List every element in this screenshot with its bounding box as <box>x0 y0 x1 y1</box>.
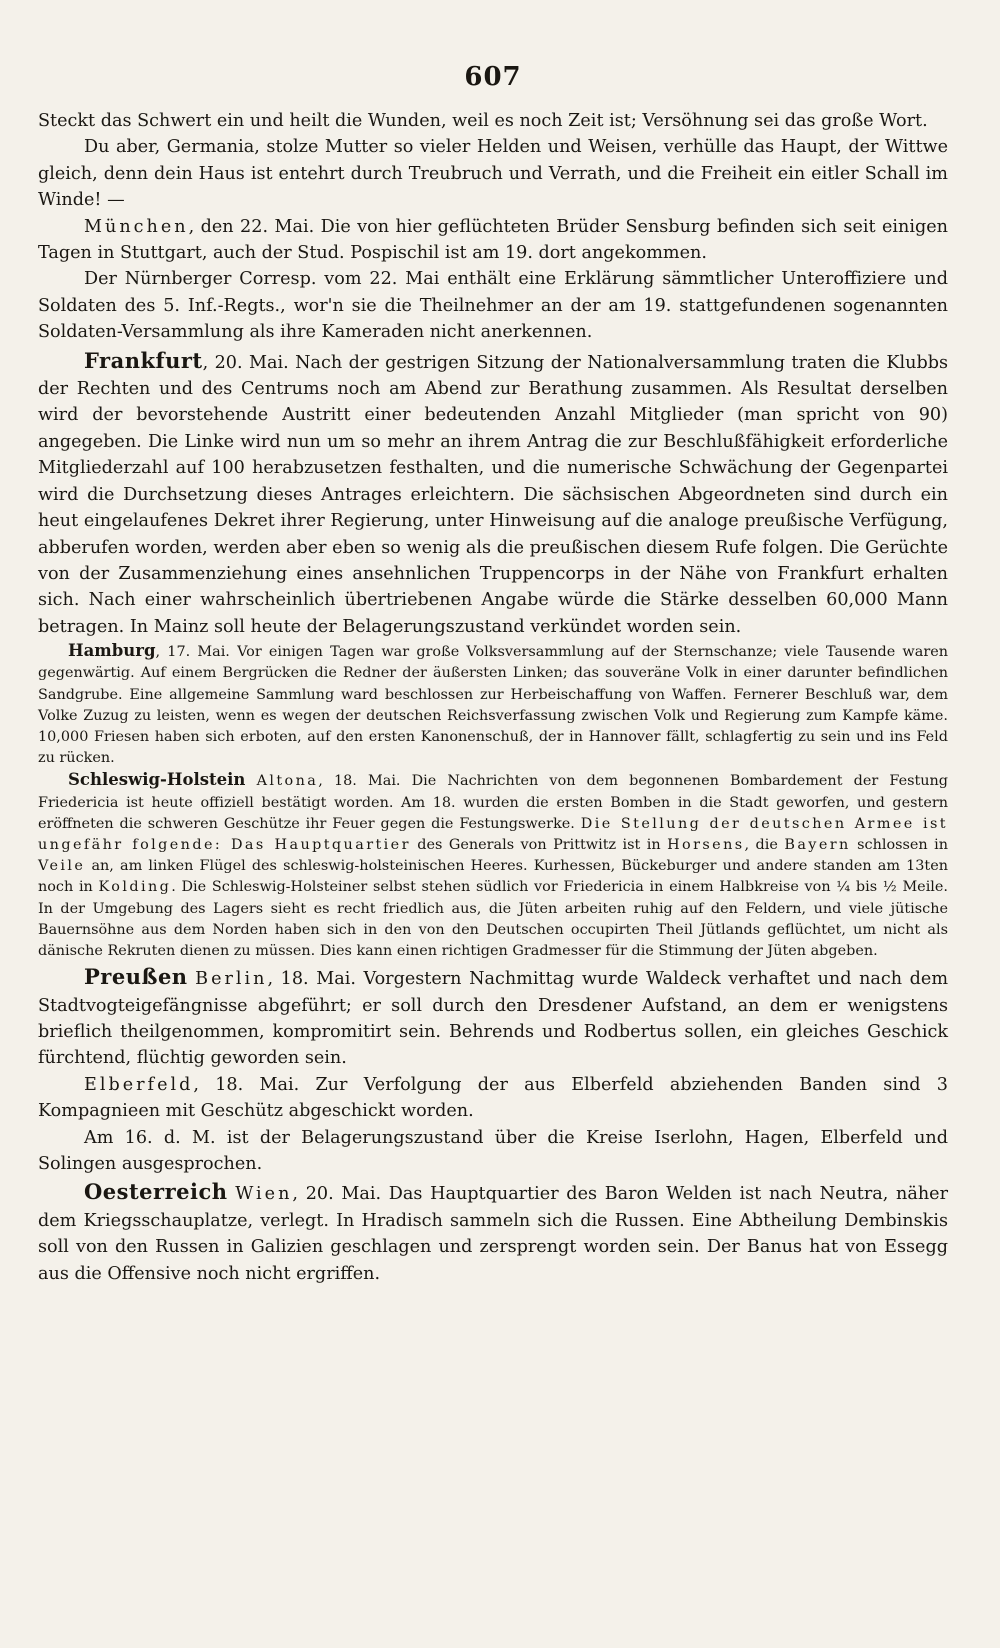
elberfeld-text: , 18. Mai. Zur Verfolgung der aus Elberfeld abziehenden Banden sind 3 Kompagnieen mit Geschütz abgeschickt worden. <box>38 1074 948 1122</box>
section-preussen <box>38 964 948 1072</box>
section-frankfurt <box>38 348 948 640</box>
place-kolding: Kolding <box>98 879 172 896</box>
sh-text-5: an, am linken Flügel des schleswig-holsteinischen Heeres. Kurhessen, Bückeburger und andere standen am 13ten noch in <box>38 858 948 896</box>
heading-oesterreich: Oesterreich <box>84 1179 228 1205</box>
heading-schleswig-holstein: Schleswig-Holstein <box>68 770 246 790</box>
dateline-wien: Wien <box>235 1184 293 1205</box>
sh-text-2: des Generals von Prittwitz ist in <box>410 836 668 853</box>
frankfurt-text: , 20. Mai. Nach der gestrigen Sitzung der Nationalversammlung traten die Klubbs der Rechten und des Centrums noch am Abend zur Berathung zusammen. Als Resultat derselben wird der bevorstehende Austritt einer bedeutenden Anzahl Mitglieder (man spricht von 90) angegeben. Die Linke wird nun um so mehr an ihrem Antrag die zur Beschlußfähigkeit erforderliche Mitgliederzahl auf 100 herabzusetzen festhalten, und die numerische Schwächung der Gegenpartei wird die Durchsetzung dieses Antrages erleichtern. Die sächsischen Abgeordneten sind durch ein heut eingelaufenes Dekret ihrer Regierung, unter Hinweisung auf die analoge preußische Verfügung, abberufen worden, werden aber eben so wenig als die preußischen diesem Rufe folgen. Die Gerüchte von der Zusammenziehung eines ansehnlichen Truppencorps in der Nähe von Frankfurt erhalten sich. Nach einer wahrscheinlich übertriebenen Angabe würde die Stärke desselben 60,000 Mann betragen. In Mainz soll heute der Belagerungszustand verkündet worden sein. <box>38 352 948 637</box>
dateline-elberfeld: Elberfeld <box>84 1074 194 1095</box>
paragraph-elberfeld <box>38 1072 948 1125</box>
paragraph-muenchen <box>38 214 948 267</box>
dateline-altona: Altona <box>256 773 319 790</box>
sh-text-3: , die <box>744 836 785 853</box>
sh-spaced-2: Das Hauptquartier <box>222 836 411 853</box>
dateline-muenchen: München <box>84 216 189 237</box>
preussen-text: , 18. Mai. Vorgestern Nachmittag wurde Waldeck verhaftet und nach dem Stadtvogteigefängnisse abgeführt; er soll durch den Dresdener Aufstand, an dem er wenigstens brieflich theilgenommen, kompromitirt sein. Behrends und Rodbertus sollen, ein gleiches Geschick fürchtend, flüchtig geworden sein. <box>38 969 949 1069</box>
heading-preussen: Preußen <box>84 964 188 990</box>
heading-hamburg: Hamburg <box>68 641 156 661</box>
dateline-berlin: Berlin <box>195 969 268 990</box>
heading-frankfurt: Frankfurt <box>84 347 203 373</box>
place-horsens: Horsens <box>667 836 745 853</box>
paragraph-nuernberg: Der Nürnberger Corresp. vom 22. Mai enthält eine Erklärung sämmtlicher Unteroffiziere und Soldaten des 5. Inf.-Regts., wor'n sie die Theilnehmer an der am 19. stattgefundenen sogenannten Soldaten-Versammlung als ihre Kameraden nicht anerkennen. <box>38 269 948 343</box>
muenchen-text: , den 22. Mai. Die von hier geflüchteten Brüder Sensburg befinden sich seit einigen Tagen in Stuttgart, auch der Stud. Pospischil ist am 19. dort angekommen. <box>38 216 948 264</box>
section-hamburg <box>38 640 948 769</box>
paragraph-versoehnung: Steckt das Schwert ein und heilt die Wunden, weil es noch Zeit ist; Versöhnung sei das große Wort. <box>38 111 928 131</box>
sh-text-1: , 18. Mai. Die Nachrichten von dem begonnenen Bombardement der Festung Friedericia ist heute offiziell bestätigt worden. Am 18. wurden die ersten Bomben in die Stadt geworfen, und gestern eröffneten die schweren Geschütze ihr Feuer gegen die Festungswerke. <box>38 773 948 832</box>
paragraph-belagerungszustand: Am 16. d. M. ist der Belagerungszustand über die Kreise Iserlohn, Hagen, Elberfeld und Solingen ausgesprochen. <box>38 1127 948 1175</box>
sh-text-6: . Die Schleswig-Holsteiner selbst stehen südlich vor Friedericia in einem Halbkreise von ¼ bis ½ Meile. In der Umgebung des Lagers sieht es recht friedlich aus, die Jüten arbeiten ruhig auf den Feldern, und viele jütische Bauernsöhne aus dem Norden haben sich in den von den Deutschen occupirten Theil Jütlands geflüchtet, um nicht als dänische Rekruten dienen zu müssen. Dies kann einen richtigen Gradmesser für die Stimmung der Jüten abgeben. <box>38 879 948 959</box>
sh-spaced-1: Die Stellung der deutschen Armee ist ungefähr folgende: <box>38 815 948 853</box>
oesterreich-text: , 20. Mai. Das Hauptquartier des Baron Welden ist nach Neutra, näher dem Kriegsschauplatze, verlegt. In Hradisch sammeln sich die Russen. Eine Abtheilung Dembinskis soll von den Russen in Galizien geschlagen und zersprengt worden sein. Der Banus hat von Essegg aus die Offensive noch nicht ergriffen. <box>38 1184 949 1284</box>
place-bayern: Bayern <box>784 836 851 853</box>
sh-text-4: schlossen in <box>850 836 949 853</box>
section-schleswig-holstein <box>38 769 948 962</box>
section-oesterreich <box>38 1179 948 1287</box>
place-veile: Veile <box>38 858 86 875</box>
page-number: 607 <box>464 62 522 92</box>
hamburg-text: , 17. Mai. Vor einigen Tagen war große Volksversammlung auf der Sternschanze; viele Tausende waren gegenwärtig. Auf einem Bergrücken die Redner der äußersten Linken; das souveräne Volk in einer darunter befindlichen Sandgrube. Eine allgemeine Sammlung ward beschlossen zur Herbeischaffung von Waffen. Fernerer Beschluß war, dem Volke Zuzug zu leisten, wenn es wegen der deutschen Reichsverfassung zwischen Volk und Regierung zum Kampfe käme. 10,000 Friesen haben sich erboten, auf den ersten Kanonenschuß, der in Hannover fällt, schlagfertig zu sein und ins Feld zu rücken. <box>38 644 948 767</box>
paragraph-germania: Du aber, Germania, stolze Mutter so vieler Helden und Weisen, verhülle das Haupt, der Wittwe gleich, denn dein Haus ist entehrt durch Treubruch und Verrath, und die Freiheit ein eitler Schall im Winde! — <box>38 137 948 211</box>
